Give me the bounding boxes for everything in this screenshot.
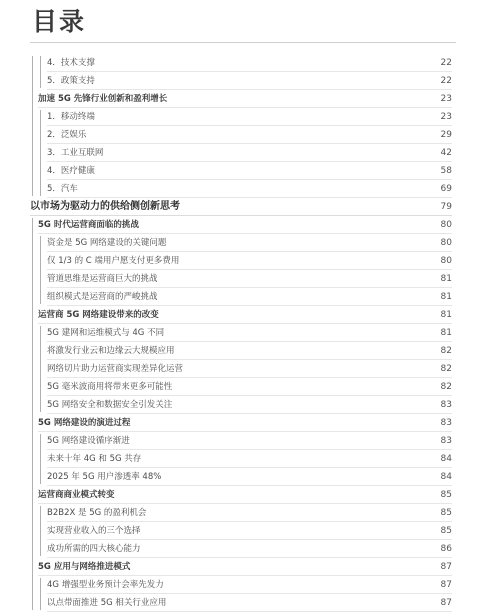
toc-entry-page: 58	[440, 166, 452, 176]
toc-entry[interactable]	[0, 324, 484, 342]
toc-entry-title: B2B2X 是 5G 的盈利机会	[47, 508, 147, 518]
toc-entry[interactable]	[0, 288, 484, 306]
toc-entry[interactable]	[0, 540, 484, 558]
toc-entry-title: 仅 1/3 的 C 端用户愿支付更多费用	[47, 256, 180, 266]
toc-entry[interactable]	[0, 306, 484, 324]
title-divider	[30, 42, 456, 43]
toc-entry-title: 以市场为驱动力的供给侧创新思考	[30, 201, 180, 212]
toc-entry-page: 81	[440, 310, 452, 320]
toc-entry-page: 87	[440, 580, 452, 590]
toc-entry[interactable]	[0, 396, 484, 414]
toc-entry-page: 83	[440, 418, 452, 428]
toc-entry[interactable]	[0, 414, 484, 432]
toc-entry[interactable]	[0, 522, 484, 540]
toc-entry-title: 5G 应用与网络推进模式	[38, 562, 131, 572]
toc-entry[interactable]	[0, 486, 484, 504]
toc-entry-title: 运营商 5G 网络建设带来的改变	[38, 310, 159, 320]
toc-entry[interactable]	[0, 378, 484, 396]
toc-entry-page: 84	[440, 454, 452, 464]
toc-entry-title: 实现营业收入的三个选择	[47, 526, 141, 536]
toc-entry-title: 5．政策支持	[47, 76, 95, 86]
toc-entry[interactable]	[0, 594, 484, 612]
toc-entry[interactable]	[0, 450, 484, 468]
toc-entry[interactable]	[0, 126, 484, 144]
toc-entry-title: 5G 网络安全和数据安全引发关注	[47, 400, 173, 410]
toc-entry[interactable]	[0, 72, 484, 90]
toc-entry-page: 85	[440, 508, 452, 518]
toc-entry[interactable]	[0, 216, 484, 234]
toc-entry-title: 1．移动终端	[47, 112, 95, 122]
toc-entry[interactable]	[0, 576, 484, 594]
toc-entry-page: 86	[440, 544, 452, 554]
toc-entry-page: 80	[440, 238, 452, 248]
toc-entry-page: 82	[440, 364, 452, 374]
page-title: 目录	[32, 7, 87, 36]
toc-entry-page: 22	[440, 58, 452, 68]
toc-entry[interactable]	[0, 504, 484, 522]
toc-entry-title: 4G 增强型业务预计会率先发力	[47, 580, 164, 590]
toc-entry-title: 5．汽车	[47, 184, 78, 194]
toc-entry[interactable]	[0, 180, 484, 198]
toc-entry-title: 未来十年 4G 和 5G 共存	[47, 454, 142, 464]
toc-entry-page: 87	[440, 598, 452, 608]
toc-entry-title: 5G 网络建设的演进过程	[38, 418, 131, 428]
toc-entry-page: 42	[440, 148, 452, 158]
toc-entry-title: 运营商商业模式转变	[38, 490, 115, 500]
toc-entry[interactable]	[0, 252, 484, 270]
toc-entry[interactable]	[0, 198, 484, 216]
toc-entry-page: 85	[440, 490, 452, 500]
toc-entry-page: 81	[440, 292, 452, 302]
toc-entry-title: 成功所需的四大核心能力	[47, 544, 141, 554]
toc-entry-page: 83	[440, 400, 452, 410]
toc-entry-title: 5G 毫米波商用将带来更多可能性	[47, 382, 173, 392]
toc-entry-page: 29	[440, 130, 452, 140]
toc-entry-page: 83	[440, 436, 452, 446]
toc-entry-title: 组织模式是运营商的严峻挑战	[47, 292, 158, 302]
chapter-guide-line	[32, 56, 33, 196]
toc-entry[interactable]	[0, 234, 484, 252]
toc-entry-title: 2025 年 5G 用户渗透率 48%	[47, 472, 162, 482]
toc-entry[interactable]	[0, 432, 484, 450]
toc-entry-title: 5G 网络建设循序渐进	[47, 436, 130, 446]
toc-entry[interactable]	[0, 342, 484, 360]
toc-entry-page: 79	[440, 202, 452, 212]
toc-entry-page: 81	[440, 274, 452, 284]
toc-entry-title: 将激发行业云和边缘云大规模应用	[47, 346, 175, 356]
toc-entry-page: 87	[440, 562, 452, 572]
toc-entry[interactable]	[0, 162, 484, 180]
toc-entry-page: 23	[440, 94, 452, 104]
toc-entry[interactable]	[0, 90, 484, 108]
toc-entry-title: 资金是 5G 网络建设的关键问题	[47, 238, 167, 248]
toc-entry-page: 82	[440, 346, 452, 356]
toc-entry-title: 4．技术支撑	[47, 58, 95, 68]
toc-entry-page: 85	[440, 526, 452, 536]
toc-entry-page: 82	[440, 382, 452, 392]
toc-entry-page: 23	[440, 112, 452, 122]
toc-entry-title: 5G 时代运营商面临的挑战	[38, 220, 139, 230]
toc-entry-page: 22	[440, 76, 452, 86]
toc-entry-title: 以点带面推进 5G 相关行业应用	[47, 598, 167, 608]
toc-entry-title: 5G 建网和运维模式与 4G 不同	[47, 328, 165, 338]
toc-entry[interactable]	[0, 144, 484, 162]
toc-entry-page: 69	[440, 184, 452, 194]
toc-entry[interactable]	[0, 270, 484, 288]
toc-entry[interactable]	[0, 558, 484, 576]
toc-entry-title: 3．工业互联网	[47, 148, 104, 158]
toc-entry-page: 81	[440, 328, 452, 338]
toc-entry-title: 加速 5G 先锋行业创新和盈利增长	[38, 94, 168, 104]
toc-entry[interactable]	[0, 360, 484, 378]
toc-entry[interactable]	[0, 468, 484, 486]
toc-entry[interactable]	[0, 108, 484, 126]
chapter-guide-line	[32, 218, 33, 610]
toc-entry[interactable]	[0, 54, 484, 72]
toc-entry-title: 网络切片助力运营商实现差异化运营	[47, 364, 184, 374]
toc-entry-page: 84	[440, 472, 452, 482]
toc-entry-title: 2．泛娱乐	[47, 130, 87, 140]
toc-entry-title: 4．医疗健康	[47, 166, 95, 176]
toc-entry-page: 80	[440, 220, 452, 230]
toc-entry-page: 80	[440, 256, 452, 266]
toc-entry-title: 管道思维是运营商巨大的挑战	[47, 274, 158, 284]
